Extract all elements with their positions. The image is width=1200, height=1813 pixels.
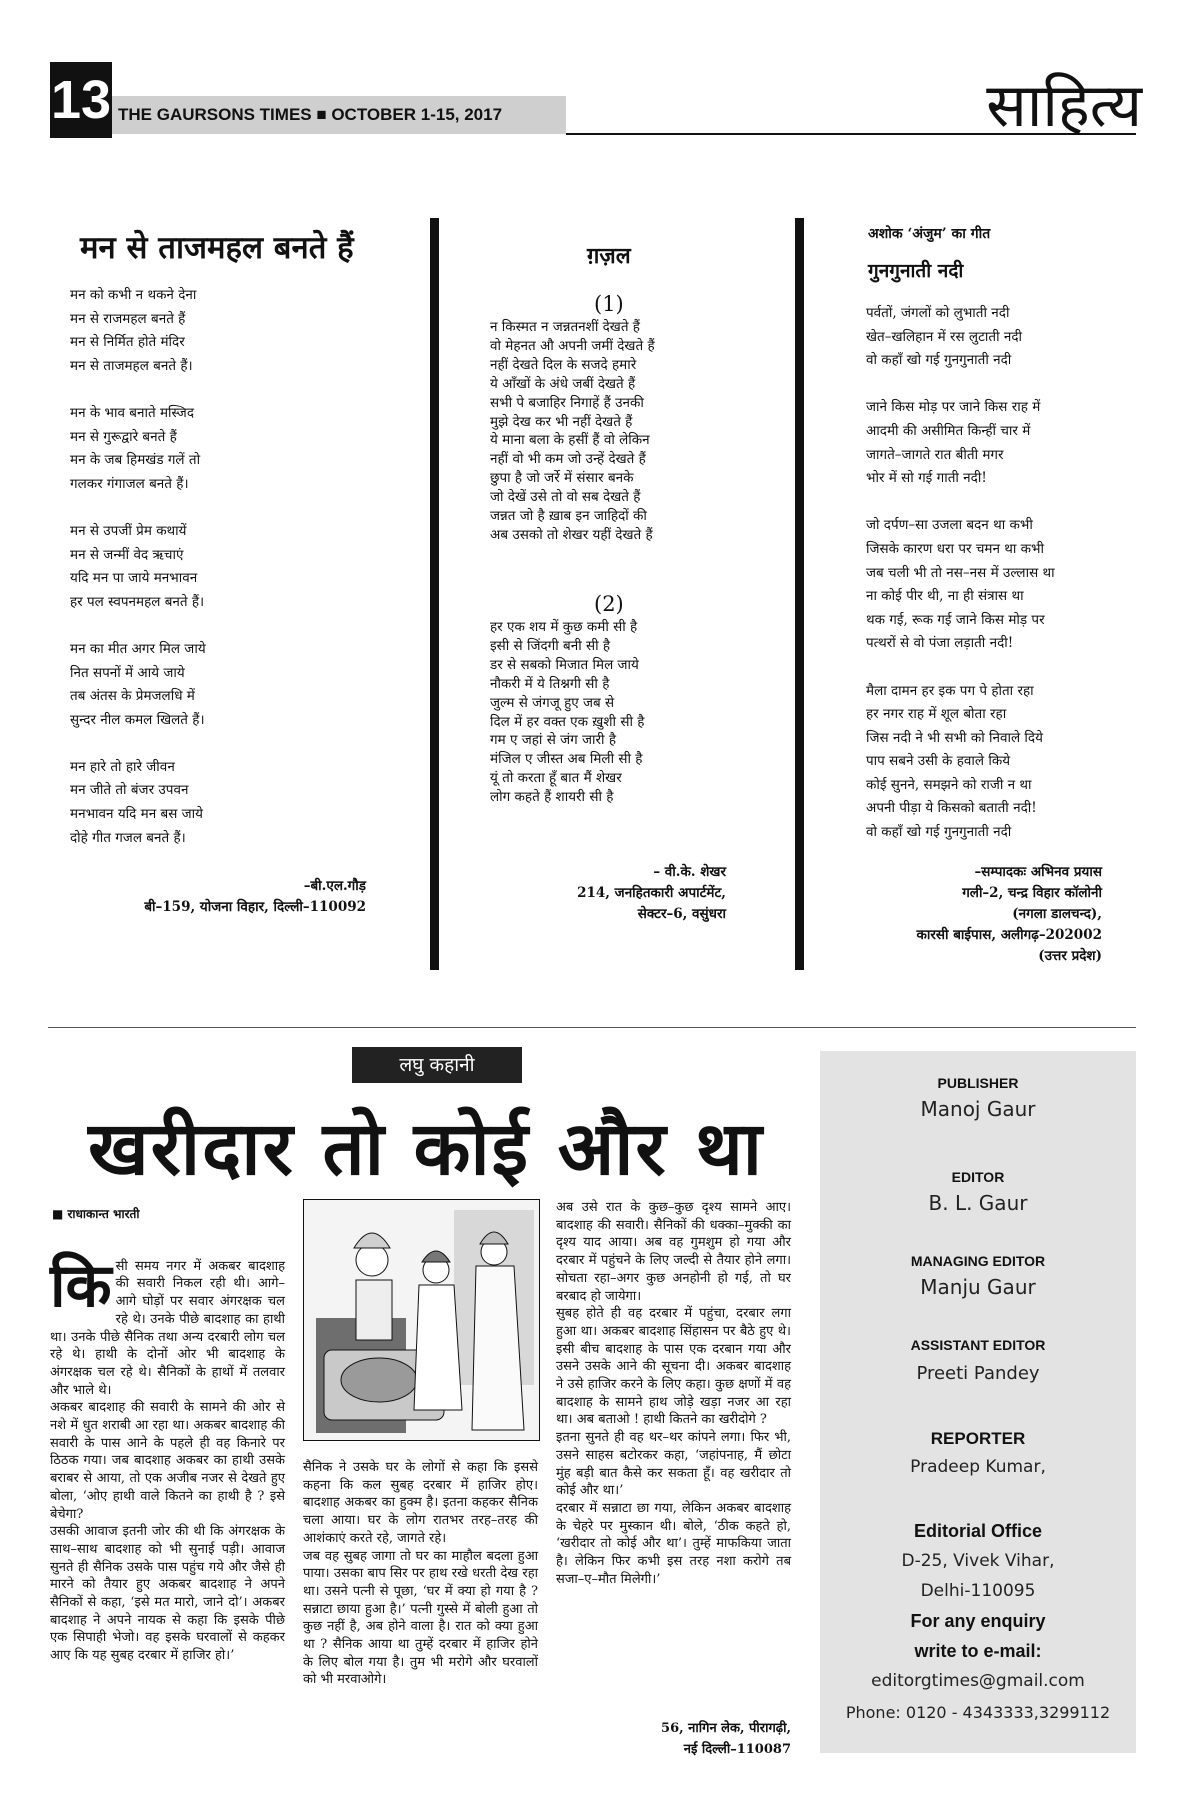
publisher-label: PUBLISHER <box>937 1075 1019 1091</box>
reporter-name: Pradeep Kumar, <box>910 1457 1046 1477</box>
editorial-info-box <box>820 1051 1136 1753</box>
enquiry-line2: write to e-mail: <box>914 1641 1042 1661</box>
assistant-editor-label: ASSISTANT EDITOR <box>910 1337 1046 1353</box>
section-title: साहित्य <box>986 71 1142 141</box>
section-divider <box>48 1027 1136 1028</box>
enquiry-line1: For any enquiry <box>910 1611 1046 1631</box>
story-column-2: सैनिक ने उसके घर के लोगों से कहा कि इससे कहना कि कल सुबह दरबार में हाजिर होए। बादशाह अकबर का हुक्म है। इतना कहकर सैनिक चला आया। घर के लोग रातभर तरह–तरह की आशंकाएं करते रहे, जागते रहे। जब वह सुबह जागा तो घर का माहौल बदला हुआ पाया। उसका बाप सिर पर हाथ रखे धरती देख रहा था। उसने पत्नी से पूछा, ‘घर में क्या हो गया है ? सन्नाटा छाया हुआ है।’ पत्नी गुस्से में बोली हुआ तो कुछ नहीं है, अब होने वाला है। रात को क्या हुआ था ? सैनिक आया था तुम्हें दरबार में हाजिर होने के लिए बोल गया है। तुम भी मरोगे और घरवालों को भी मरवाओगे। <box>303 1460 538 1688</box>
managing-editor-label: MANAGING EDITOR <box>910 1253 1046 1269</box>
assistant-editor-name: Preeti Pandey <box>916 1363 1040 1384</box>
editor-label: EDITOR <box>951 1169 1005 1185</box>
masthead: THE GAURSONS TIMES ■ OCTOBER 1-15, 2017 <box>112 96 566 134</box>
reporter-label: REPORTER <box>930 1429 1026 1448</box>
page-number: 13 <box>50 62 112 138</box>
poem2-num1: (1) <box>594 292 624 316</box>
story-author: ■ राधाकान्त भारती <box>52 1207 140 1221</box>
poem2-credit: – वी.के. शेखर 214, जनहितकारी अपार्टमेंट, सेक्टर–6, वसुंधरा <box>577 864 726 922</box>
poem1-credit: –बी.एल.गौड़ बी–159, योजना विहार, दिल्ली–110092 <box>144 878 366 915</box>
contact-email[interactable]: editorgtimes@gmail.com <box>871 1671 1085 1691</box>
managing-editor-name: Manju Gaur <box>920 1275 1036 1299</box>
poem3-credit: –सम्पादकः अभिनव प्रयास गली–2, चन्द्र विहार कॉलोनी (नगला डालचन्द), कारसी बाईपास, अलीगढ़–202002 (उत्तर प्रदेश) <box>916 864 1102 964</box>
editor-name: B. L. Gaur <box>928 1191 1028 1215</box>
poem3-body: पर्वतों, जंगलों को लुभाती नदी खेत–खलिहान में रस लुटाती नदी वो कहाँ खो गई गुनगुनाती नदी जाने किस मोड़ पर जाने किस राह में आदमी की असीमित किन्हीं चार में जागते–जागते रात बीती मगर भोर में सो गई गाती नदी! जो दर्पण–सा उजला बदन था कभी जिसके कारण धरा पर चमन था कभी जब चली भी तो नस–नस में उल्लास था ना कोई पीर थी, ना ही संत्रास था थक गई, रूक गई जाने किस मोड़ पर पत्थरों से वो पंजा लड़ाती नदी! मैला दामन हर इक पग पे होता रहा हर नगर राह में शूल बोता रहा जिस नदी ने भी सभी को निवाले दिये पाप सबने उसी के हवाले किये कोई सुनने, समझने को राजी न था अपनी पीड़ा ये किसको बताती नदी! वो कहाँ खो गई गुनगुनाती नदी <box>866 305 1055 841</box>
poem2-num2: (2) <box>594 592 624 616</box>
poem2-body1: न किस्मत न जन्नतनशीं देखते हैं वो मेहनत औ अपनी जमीं देखते हैं नहीं देखते दिल के सजदे हमारे ये आँखों के अंधे जबीं देखते हैं सभी पे बजाहिर निगाहें हैं उनकी मुझे देख कर भी नहीं देखते हैं ये माना बला के हसीं हैं वो लेकिन नहीं वो भी कम जो उन्हें देखते हैं छुपा है जो जर्रे में संसार बनके जो देखें उसे तो वो सब देखते हैं जन्नत जो है ख़ाब इन जाहिदों की अब उसको तो शेखर यहीं देखते हैं <box>490 319 655 543</box>
office-address-line2: Delhi-110095 <box>920 1581 1036 1601</box>
editorial-office-label: Editorial Office <box>913 1521 1043 1541</box>
poem2-title: ग़ज़ल <box>587 243 631 269</box>
story-column-1: किसी समय नगर में अकबर बादशाह की सवारी निकल रही थी। आगे–आगे घोड़ों पर सवार अंगरक्षक चल रहे थे। उनके पीछे बादशाह का हाथी था। उनके पीछे सैनिक तथा अन्य दरबारी लोग चल रहे थे। हाथी के दोनों ओर भी बादशाह के अंगरक्षक चल रहे थे। सैनिकों के हाथों में तलवार और भाले थे। अकबर बादशाह की सवारी के सामने की ओर से नशे में धुत शराबी आ रहा था। अकबर बादशाह की सवारी के पास आने के पहले ही वह किनारे पर ठिठक गया। जब बादशाह अकबर का हाथी उसके बराबर से आया, तो एक अजीब नजर से देखते हुए बोला, ‘ओए हाथी वाले कितने का हाथी है ? इसे बेचेगा? उसकी आवाज इतनी जोर की थी कि अंगरक्षक के साथ–साथ बादशाह को भी सुनाई पड़ी। आवाज सुनते ही सैनिक उसके पास पहुंच गये और जैसे ही मारने को तैयार हुए अकबर बादशाह ने अपने सैनिकों से कहा, ‘इसे मत मारो, जाने दो’। अकबर बादशाह ने अपने नायक से कहा कि इसके पीछे एक सिपाही भेजो। वह इसके घरवालों से कहकर आए कि यह सुबह दरबार में हाजिर हो।’ <box>50 1250 285 1664</box>
poem3-title: गुनगुनाती नदी <box>868 260 964 282</box>
story-illustration <box>303 1199 540 1441</box>
drop-cap: कि <box>50 1250 112 1321</box>
column-divider <box>430 218 439 970</box>
poem1-body: मन को कभी न थकने देना मन से राजमहल बनते हैं मन से निर्मित होते मंदिर मन से ताजमहल बनते हैं। मन के भाव बनाते मस्जिद मन से गुरूद्वारे बनते हैं मन के जब हिमखंड गलें तो गलकर गंगाजल बनते हैं। मन से उपजीं प्रेम कथायें मन से जन्मीं वेद ऋचाएं यदि मन पा जाये मनभावन हर पल स्वपनमहल बनते हैं। मन का मीत अगर मिल जाये नित सपनों में आये जाये तब अंतस के प्रेमजलधि में सुन्दर नील कमल खिलते हैं। मन हारे तो हारे जीवन मन जीते तो बंजर उपवन मनभावन यदि मन बस जाये दोहे गीत गजल बनते हैं। <box>70 287 206 846</box>
poem1-title: मन से ताजमहल बनते हैं <box>80 230 354 266</box>
story-credit: 56, नागिन लेक, पीरागढ़ी, नई दिल्ली–110087 <box>661 1721 791 1757</box>
bullet-icon: ■ <box>52 1207 68 1221</box>
story-headline: खरीदार तो कोई और था <box>88 1106 764 1192</box>
office-address-line1: D-25, Vivek Vihar, <box>901 1551 1055 1571</box>
story-tag: लघु कहानी <box>352 1047 522 1083</box>
column-divider <box>795 218 804 970</box>
poem2-body2: हर एक शय में कुछ कमी सी है इसी से जिंदगी बनी सी है डर से सबको मिजात मिल जाये नौकरी में ये तिश्नगी सी है जुल्म से जंगजू हुए जब से दिल में हर वक्त एक ख़ुशी सी है गम ए जहां से जंग जारी है मंजिल ए जीस्त अब मिली सी है यूं तो करता हूँ बात मैं शेखर लोग कहते हैं शायरी सी है <box>490 619 645 806</box>
contact-phone: Phone: 0120 - 4343333,3299112 <box>845 1703 1111 1722</box>
poem3-kicker: अशोक ‘अंजुम’ का गीत <box>868 226 991 242</box>
story-column-3: अब उसे रात के कुछ–कुछ दृश्य सामने आए। बादशाह की सवारी। सैनिकों की धक्का–मुक्की का दृश्य याद आया। अब वह गुमशुम हो गया और दरबार में पहुंचने के लिए जल्दी से तैयार होने लगा। सोचता रहा–अगर कुछ अनहोनी हो गई, तो घर बरबाद हो जायेगा। सुबह होते ही वह दरबार में पहुंचा, दरबार लगा हुआ था। अकबर बादशाह सिंहासन पर बैठे हुए थे। इसी बीच बादशाह के पास एक दरबान गया और उसने उसके आने की सूचना दी। अकबर बादशाह ने उसे हाजिर करने के लिए कहा। कुछ क्षणों में वह बादशाह के सामने हाथ जोड़े खड़ा नजर आ रहा था। अब बताओ ! हाथी कितने का खरीदोगे ? इतना सुनते ही वह थर–थर कांपने लगा। फिर भी, उसने साहस बटोरकर कहा, ‘जहांपनाह, मैं छोटा मुंह बड़ी बात कैसे कर सकता हूँ। वह खरीदार तो कोई और था।’ दरबार में सन्नाटा छा गया, लेकिन अकबर बादशाह के चेहरे पर मुस्कान थी। बोले, ‘ठीक कहते हो, ‘खरीदार तो कोई और था’। तुम्हें माफकिया जाता है। लेकिन फिर कभी इस तरह नशा करोगे तब सजा–ए–मौत मिलेगी।’ <box>556 1200 791 1587</box>
publisher-name: Manoj Gaur <box>920 1097 1036 1121</box>
